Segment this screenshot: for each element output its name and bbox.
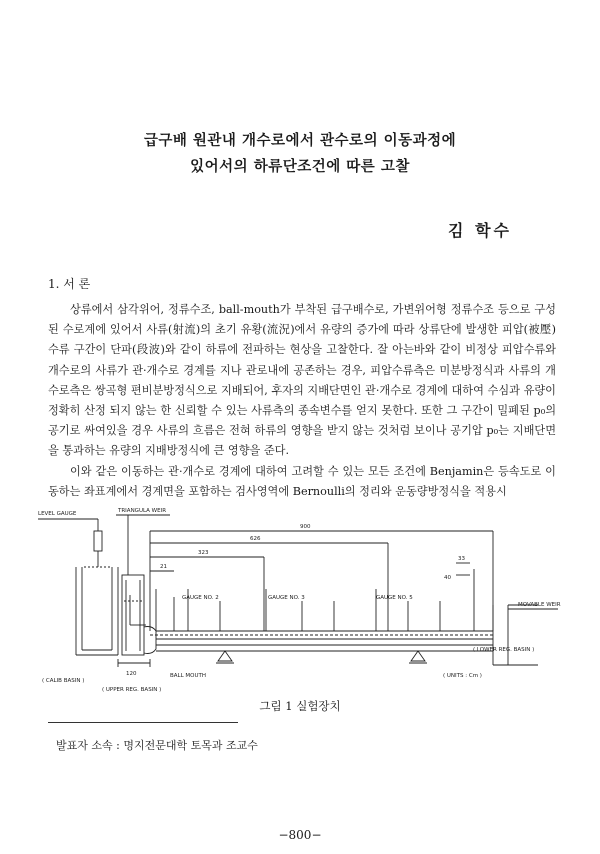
lower-basin-label: ( LOWER REG. BASIN ) bbox=[473, 647, 535, 653]
section-heading: 1. 서 론 bbox=[48, 277, 91, 291]
gauge-3-label: GAUGE NO. 3 bbox=[268, 595, 305, 601]
ball-mouth-label: BALL MOUTH bbox=[170, 673, 207, 679]
dim-323: 323 bbox=[198, 550, 209, 556]
gauge-5-label: GAUGE NO. 5 bbox=[376, 595, 413, 601]
dim-40: 40 bbox=[444, 575, 451, 581]
gauge-2-label: GAUGE NO. 2 bbox=[182, 595, 219, 601]
upper-basin-label: ( UPPER REG. BASIN ) bbox=[102, 687, 162, 693]
triangula-weir-label: TRIANGULA WEIR bbox=[118, 508, 167, 514]
level-gauge-label: LEVEL GAUGE bbox=[38, 511, 77, 517]
dim-21: 21 bbox=[160, 564, 167, 570]
page-number: −800− bbox=[278, 828, 322, 842]
title-line-2: 있어서의 하류단조건에 따른 고찰 bbox=[190, 158, 410, 175]
dim-33: 33 bbox=[458, 556, 465, 562]
title-line-1: 급구배 원관내 개수로에서 관수로의 이동과정에 bbox=[143, 132, 457, 149]
author-affiliation: 발표자 소속 : 명지전문대학 토목과 조교수 bbox=[56, 739, 258, 752]
dim-626: 626 bbox=[250, 536, 261, 542]
units-label: ( UNITS : Cm ) bbox=[443, 673, 482, 679]
footnote-divider bbox=[48, 722, 238, 723]
movable-weir-label: MOVABLE WEIR bbox=[518, 602, 561, 608]
body-paragraph-2: 이와 같은 이동하는 관·개수로 경계에 대하여 고려할 수 있는 모든 조건에 Benjamin은 등속도로 이동하는 좌표계에서 경계면을 포함하는 검사영역에 Bernoulli의 정리와 운동량방정식을 적용시 bbox=[48, 465, 556, 499]
author-name: 김 학수 bbox=[448, 221, 512, 240]
body-paragraph-1: 상류에서 삼각위어, 정류수조, ball-mouth가 부착된 급구배수로, 가변위어형 정류수조 등으로 구성된 수로계에 있어서 사류(射流)의 초기 유황(流況)에서 유량의 증가에 따라 상류단에 발생한 피압(被壓)수류 구간이 단파(段波)와 같이 하류에 전파하는 현상을 고찰한다. 잘 아는바와 같이 비정상 피압수류와 개수로의 사류가 관·개수로 경계를 지나 관로내에 공존하는 경우, 피압수류측은 미분방정식과 사류의 개수로측은 쌍곡형 편비분방정식으로 지배되어, 후자의 지배단면인 관·개수로 경계에 대하여 수심과 유량이 정확히 산정 되지 않는 한 신뢰할 수 있는 사류측의 종속변수를 얻지 못한다. 또한 그 구간이 밀폐된 p₀의 공기로 싸여있을 경우 사류의 흐름은 전혀 하류의 영향을 받지 않는 것처럼 보이나 공기압 p₀는 지배단면을 통과하는 유량의 지배방정식에 큰 영향을 준다. bbox=[48, 303, 556, 458]
calib-basin-label: ( CALIB BASIN ) bbox=[42, 678, 85, 684]
figure-caption: 그림 1 실험장치 bbox=[259, 699, 341, 713]
paper-title bbox=[0, 128, 600, 180]
dim-900: 900 bbox=[300, 524, 311, 530]
apparatus-figure bbox=[38, 505, 573, 695]
dim-120: 120 bbox=[126, 671, 137, 677]
